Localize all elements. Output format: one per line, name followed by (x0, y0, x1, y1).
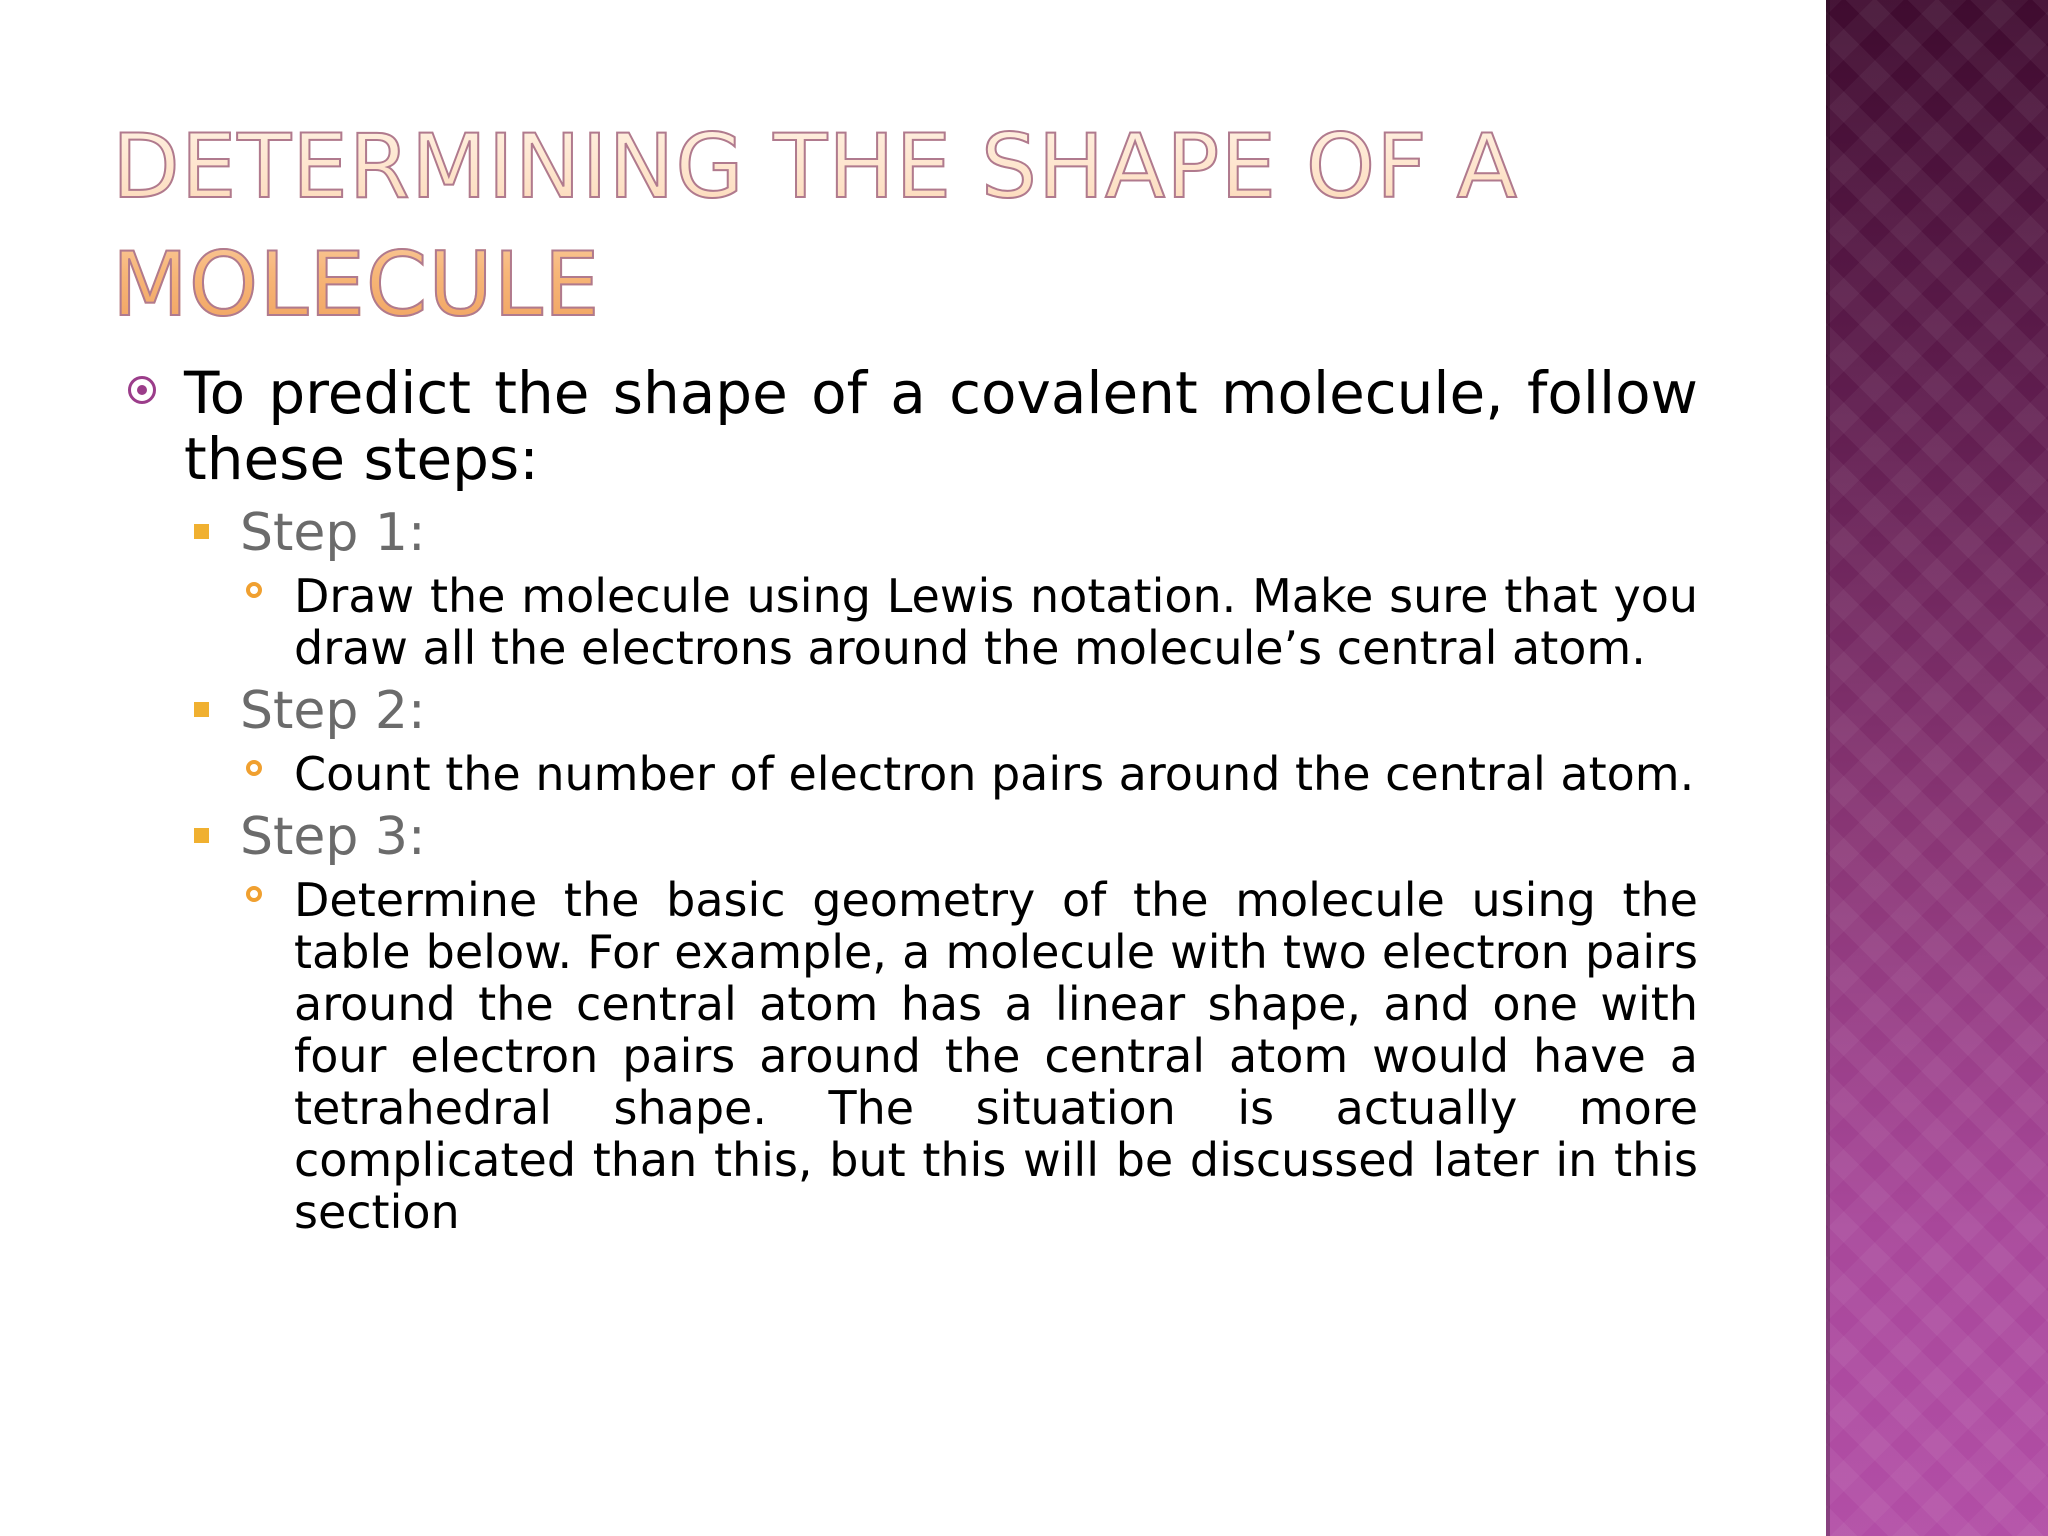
slide-title-line-1: DETERMINING THE SHAPE OF A (112, 115, 1518, 218)
slide-body (128, 360, 1698, 1244)
step-3-detail-text: Determine the basic geometry of the molecule using the table below. For example, a molecule with two electron pairs around the central atom has a linear shape, and one with four electron pairs around the central atom would have a tetrahedral shape. The situation is actually more complicated than this, but this will be discussed later in this section (294, 873, 1698, 1239)
step-3-heading (240, 806, 1698, 868)
intro-text: To predict the shape of a covalent molecule, follow these steps: (184, 359, 1698, 493)
square-bullet-icon (194, 524, 209, 539)
circle-dot-bullet-icon (128, 376, 156, 404)
intro-bullet (128, 360, 1698, 492)
decorative-side-band (1826, 0, 2048, 1536)
step-2-detail (294, 748, 1698, 800)
step-1-detail (294, 570, 1698, 674)
ring-bullet-icon (246, 582, 262, 598)
step-1-label: Step 1: (240, 503, 426, 563)
step-2-heading (240, 680, 1698, 742)
side-band-edge (1826, 0, 1830, 1536)
slide-title (112, 108, 1812, 344)
step-2-detail-text: Count the number of electron pairs around the central atom. (294, 747, 1695, 801)
step-2-label: Step 2: (240, 681, 426, 741)
ring-bullet-icon (246, 886, 262, 902)
step-3-detail (294, 874, 1698, 1238)
square-bullet-icon (194, 702, 209, 717)
step-1-heading (240, 502, 1698, 564)
step-1-detail-text: Draw the molecule using Lewis notation. Make sure that you draw all the electrons around the molecule’s central atom. (294, 569, 1698, 675)
step-3-label: Step 3: (240, 807, 426, 867)
square-bullet-icon (194, 828, 209, 843)
slide-title-line-2: MOLECULE (112, 233, 601, 336)
ring-bullet-icon (246, 760, 262, 776)
